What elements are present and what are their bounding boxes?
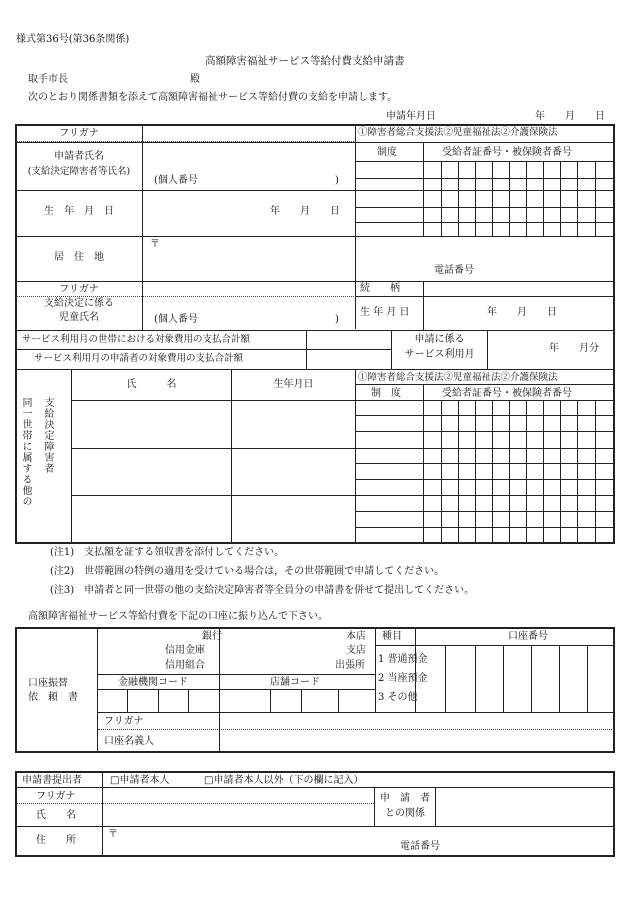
submitter-other-checkbox[interactable]: □申請者本人以外（下の欄に記入） xyxy=(204,775,364,786)
intro-text: 次のとおり関係書類を添えて高額障害福祉サービス等給付費の支給を申請します。 xyxy=(28,92,398,103)
submitter-furigana-label: フリガナ xyxy=(36,791,76,802)
submitter-address-label: 住 所 xyxy=(36,835,76,846)
submitter-label: 申請書提出者 xyxy=(22,775,82,786)
household-side-label-2: 支給決定障害者 xyxy=(42,397,53,474)
bank-code-label: 金融機関コード xyxy=(118,677,188,688)
category-label: 種目 xyxy=(382,631,402,642)
note-3: (注3) 申請者と同一世帯の他の支給決定障害者等全員分の申請書を併せて提出してください。 xyxy=(50,585,475,596)
page-title: 高額障害福祉サービス等給付費支給申請書 xyxy=(205,55,405,67)
branch-code-label: 店舗コード xyxy=(270,677,320,688)
holder-furigana-label: フリガナ xyxy=(104,716,144,727)
relation-label: 続 柄 xyxy=(360,283,400,294)
child-name-label-2: 児童氏名 xyxy=(59,312,99,323)
child-name-label: 支給決定に係る xyxy=(44,298,114,309)
bank-intro: 高額障害福祉サービス等給付費を下記の口座に振り込んで下さい。 xyxy=(28,611,328,622)
child-furigana-label: フリガナ xyxy=(59,284,99,295)
birth-field[interactable]: 年 月 日 xyxy=(270,206,340,217)
phone-label: 電話番号 xyxy=(434,265,474,276)
date-label: 申請年月日 xyxy=(386,111,436,122)
submitter-relation-label-2: との関係 xyxy=(385,808,425,819)
applicant-name-sub: (支給決定障害者等氏名) xyxy=(27,166,131,177)
submitter-phone-label: 電話番号 xyxy=(400,841,440,852)
submitter-name-label: 氏 名 xyxy=(36,810,76,821)
submitter-postal-mark: 〒 xyxy=(108,829,118,840)
child-my-number-close: ) xyxy=(335,314,339,325)
service-month-label: 申請に係る xyxy=(414,334,465,345)
category-other[interactable]: 3 その他 xyxy=(378,692,418,703)
branch-type-branch: 支店 xyxy=(346,645,366,656)
household-cert-label: 受給者証番号・被保険者番号 xyxy=(442,388,572,399)
household-name-header: 氏 名 xyxy=(126,379,177,390)
main-table-bottom xyxy=(15,542,615,544)
account-no-label: 口座番号 xyxy=(508,631,548,642)
household-system-label: 制 度 xyxy=(371,388,401,399)
addressee: 取手市長 xyxy=(28,74,68,85)
household-birth-header: 生年月日 xyxy=(273,379,314,390)
service-month-label-2: サービス利用月 xyxy=(404,349,475,360)
bank-type-bank: 銀行 xyxy=(202,631,222,642)
my-number-label: (個人番号 xyxy=(154,175,198,186)
bank-side-label-2: 依 頼 書 xyxy=(28,692,78,703)
branch-type-main: 本店 xyxy=(346,631,366,642)
branch-type-office: 出張所 xyxy=(335,660,365,671)
note-2: (注2) 世帯範囲の特例の適用を受けている場合は，その世帯範囲で申請してください。 xyxy=(50,566,445,577)
category-checking[interactable]: 2 当座預金 xyxy=(378,673,428,684)
address-label: 居 住 地 xyxy=(54,252,104,263)
birth-label: 生 年 月 日 xyxy=(44,206,114,217)
my-number-close: ) xyxy=(335,175,339,186)
bank-type-shinkin: 信用金庫 xyxy=(165,645,205,656)
furigana-label: フリガナ xyxy=(59,128,99,139)
main-table-right xyxy=(613,124,615,544)
law-header: ①障害者総合支援法②児童福祉法②介護保険法 xyxy=(358,127,558,138)
holder-name-label: 口座名義人 xyxy=(104,736,154,747)
system-label: 制度 xyxy=(377,147,397,158)
cert-label: 受給者証番号・被保険者番号 xyxy=(442,147,572,158)
bank-side-label: 口座振替 xyxy=(28,678,68,689)
date-field[interactable]: 年 月 日 xyxy=(535,111,605,122)
service-month-field[interactable]: 年 月分 xyxy=(549,343,599,354)
category-ordinary[interactable]: 1 普通預金 xyxy=(378,654,428,665)
postal-mark: 〒 xyxy=(150,239,160,250)
main-table-top xyxy=(15,124,615,126)
household-total-label: サービス利用月の世帯における対象費用の支払合計額 xyxy=(22,334,251,345)
household-law-header: ①障害者総合支援法②児童福祉法②介護保険法 xyxy=(358,372,558,383)
main-table-left xyxy=(15,124,17,544)
child-birth-field[interactable]: 年 月 日 xyxy=(487,307,557,318)
submitter-relation-label: 申 請 者 xyxy=(380,793,430,804)
form-number: 様式第36号(第36条関係) xyxy=(16,34,130,45)
honorific: 殿 xyxy=(190,74,200,85)
child-birth-label: 生 年 月 日 xyxy=(360,307,410,318)
bank-type-kumiai: 信用組合 xyxy=(165,660,205,671)
household-side-label: 同一世帯に属する他の xyxy=(20,397,31,507)
applicant-name-label: 申請者氏名 xyxy=(54,151,104,162)
submitter-self-checkbox[interactable]: □申請者本人 xyxy=(110,775,170,786)
applicant-total-label: サービス利用月の申請者の対象費用の支払合計額 xyxy=(34,353,244,364)
note-1: (注1) 支払額を証する領収書を添付してください。 xyxy=(50,547,285,558)
child-my-number-label: (個人番号 xyxy=(154,314,198,325)
